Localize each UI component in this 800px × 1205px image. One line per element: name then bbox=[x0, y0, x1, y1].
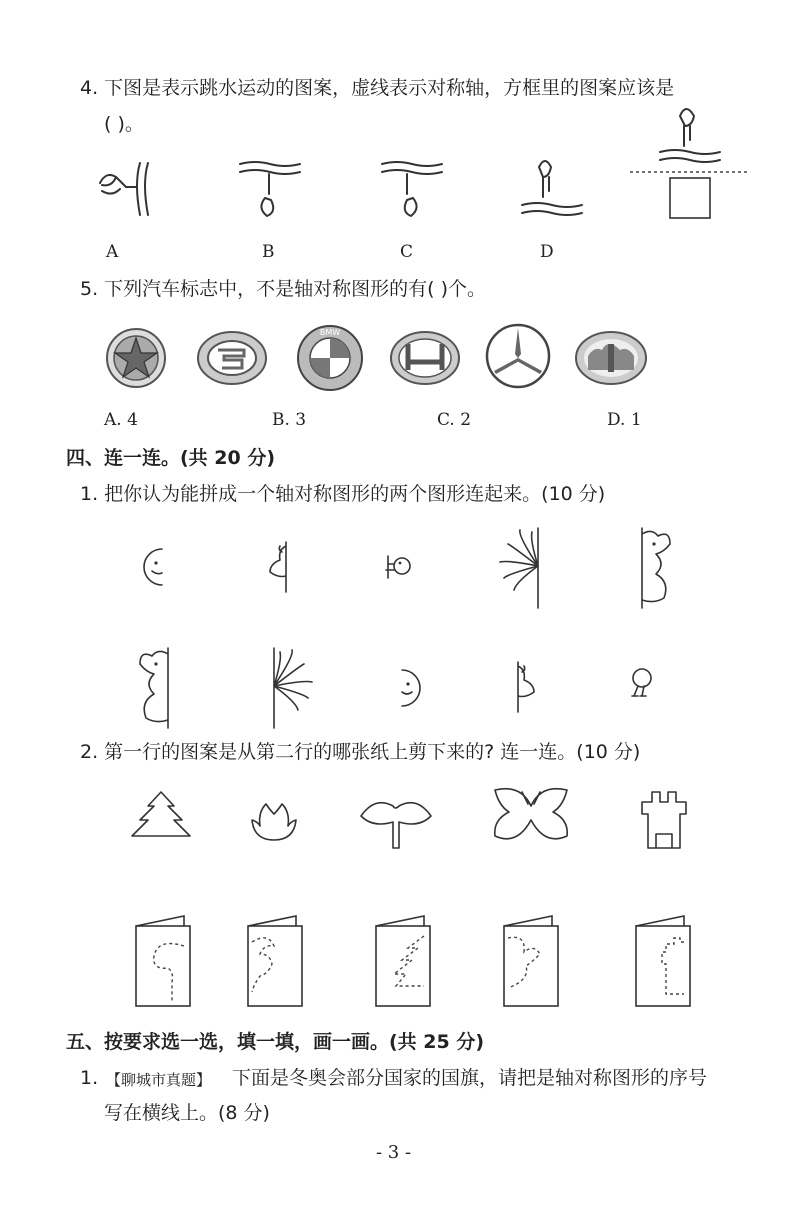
q5-option-a: A. 4 bbox=[104, 410, 138, 430]
q4-option-d-label: D bbox=[540, 242, 554, 262]
half-flower-left bbox=[496, 526, 546, 610]
car-logo-greatwall bbox=[574, 330, 648, 386]
half-face-right bbox=[394, 666, 424, 710]
half-bird-left bbox=[628, 666, 662, 700]
q5-option-b: B. 3 bbox=[272, 410, 307, 430]
car-logo-h bbox=[388, 328, 462, 388]
sec4-q2: 2. 第一行的图案是从第二行的哪张纸上剪下来的? 连一连。(10 分) bbox=[80, 741, 641, 763]
folded-paper-2 bbox=[242, 912, 308, 1008]
diver-option-c bbox=[377, 158, 447, 228]
sec5-q1-tag-text: 聊城市真题 bbox=[121, 1071, 197, 1089]
folded-paper-5 bbox=[630, 912, 696, 1008]
sec5-q1-tag: 【聊城市真题】 bbox=[106, 1071, 212, 1089]
sec5-title: 五、按要求选一选，填一填，画一画。(共 25 分) bbox=[66, 1031, 485, 1053]
sec5-q1-line1: 下面是冬奥会部分国家的国旗，请把是轴对称图形的序号 bbox=[232, 1067, 708, 1089]
cutout-house bbox=[632, 786, 696, 852]
folded-paper-3 bbox=[370, 912, 436, 1008]
q4-line1: 4. 下图是表示跳水运动的图案，虚线表示对称轴，方框里的图案应该是 bbox=[80, 77, 675, 99]
diver-option-d bbox=[517, 155, 587, 225]
half-bear-right bbox=[636, 526, 682, 610]
page-number: - 3 - bbox=[376, 1142, 412, 1163]
half-bear-left bbox=[128, 646, 174, 730]
q5-option-c: C. 2 bbox=[437, 410, 472, 430]
diver-reference bbox=[630, 98, 750, 223]
half-butterfly-left bbox=[262, 540, 292, 594]
sec4-title: 四、连一连。(共 20 分) bbox=[66, 447, 276, 469]
half-face-left bbox=[140, 545, 170, 589]
car-logo-mercedes bbox=[484, 322, 552, 390]
cutout-butterfly bbox=[488, 786, 574, 852]
cutout-tree bbox=[128, 790, 194, 846]
q5-text: 5. 下列汽车标志中，不是轴对称图形的有( )个。 bbox=[80, 278, 487, 300]
car-logo-oval bbox=[196, 330, 268, 386]
car-logo-star bbox=[104, 326, 168, 390]
q4-option-a-label: A bbox=[106, 242, 119, 262]
diver-option-a bbox=[90, 155, 160, 225]
car-logo-bmw bbox=[296, 324, 364, 392]
half-flower-right bbox=[266, 646, 316, 730]
cutout-sprout bbox=[355, 790, 443, 850]
q5-option-d: D. 1 bbox=[607, 410, 642, 430]
half-bird-right bbox=[382, 552, 416, 582]
q4-line2: ( )。 bbox=[104, 113, 144, 135]
q4-option-b-label: B bbox=[262, 242, 275, 262]
sec4-q1: 1. 把你认为能拼成一个轴对称图形的两个图形连起来。(10 分) bbox=[80, 483, 606, 505]
bmw-logo-text: BMW bbox=[319, 328, 341, 337]
sec5-q1-number: 1. bbox=[80, 1067, 99, 1089]
half-butterfly-right bbox=[512, 660, 542, 714]
sec5-q1-line2: 写在横线上。(8 分) bbox=[104, 1102, 270, 1124]
folded-paper-1 bbox=[130, 912, 196, 1008]
cutout-leaf bbox=[246, 792, 302, 844]
q4-option-c-label: C bbox=[400, 242, 414, 262]
diver-option-b bbox=[235, 158, 305, 228]
folded-paper-4 bbox=[498, 912, 564, 1008]
